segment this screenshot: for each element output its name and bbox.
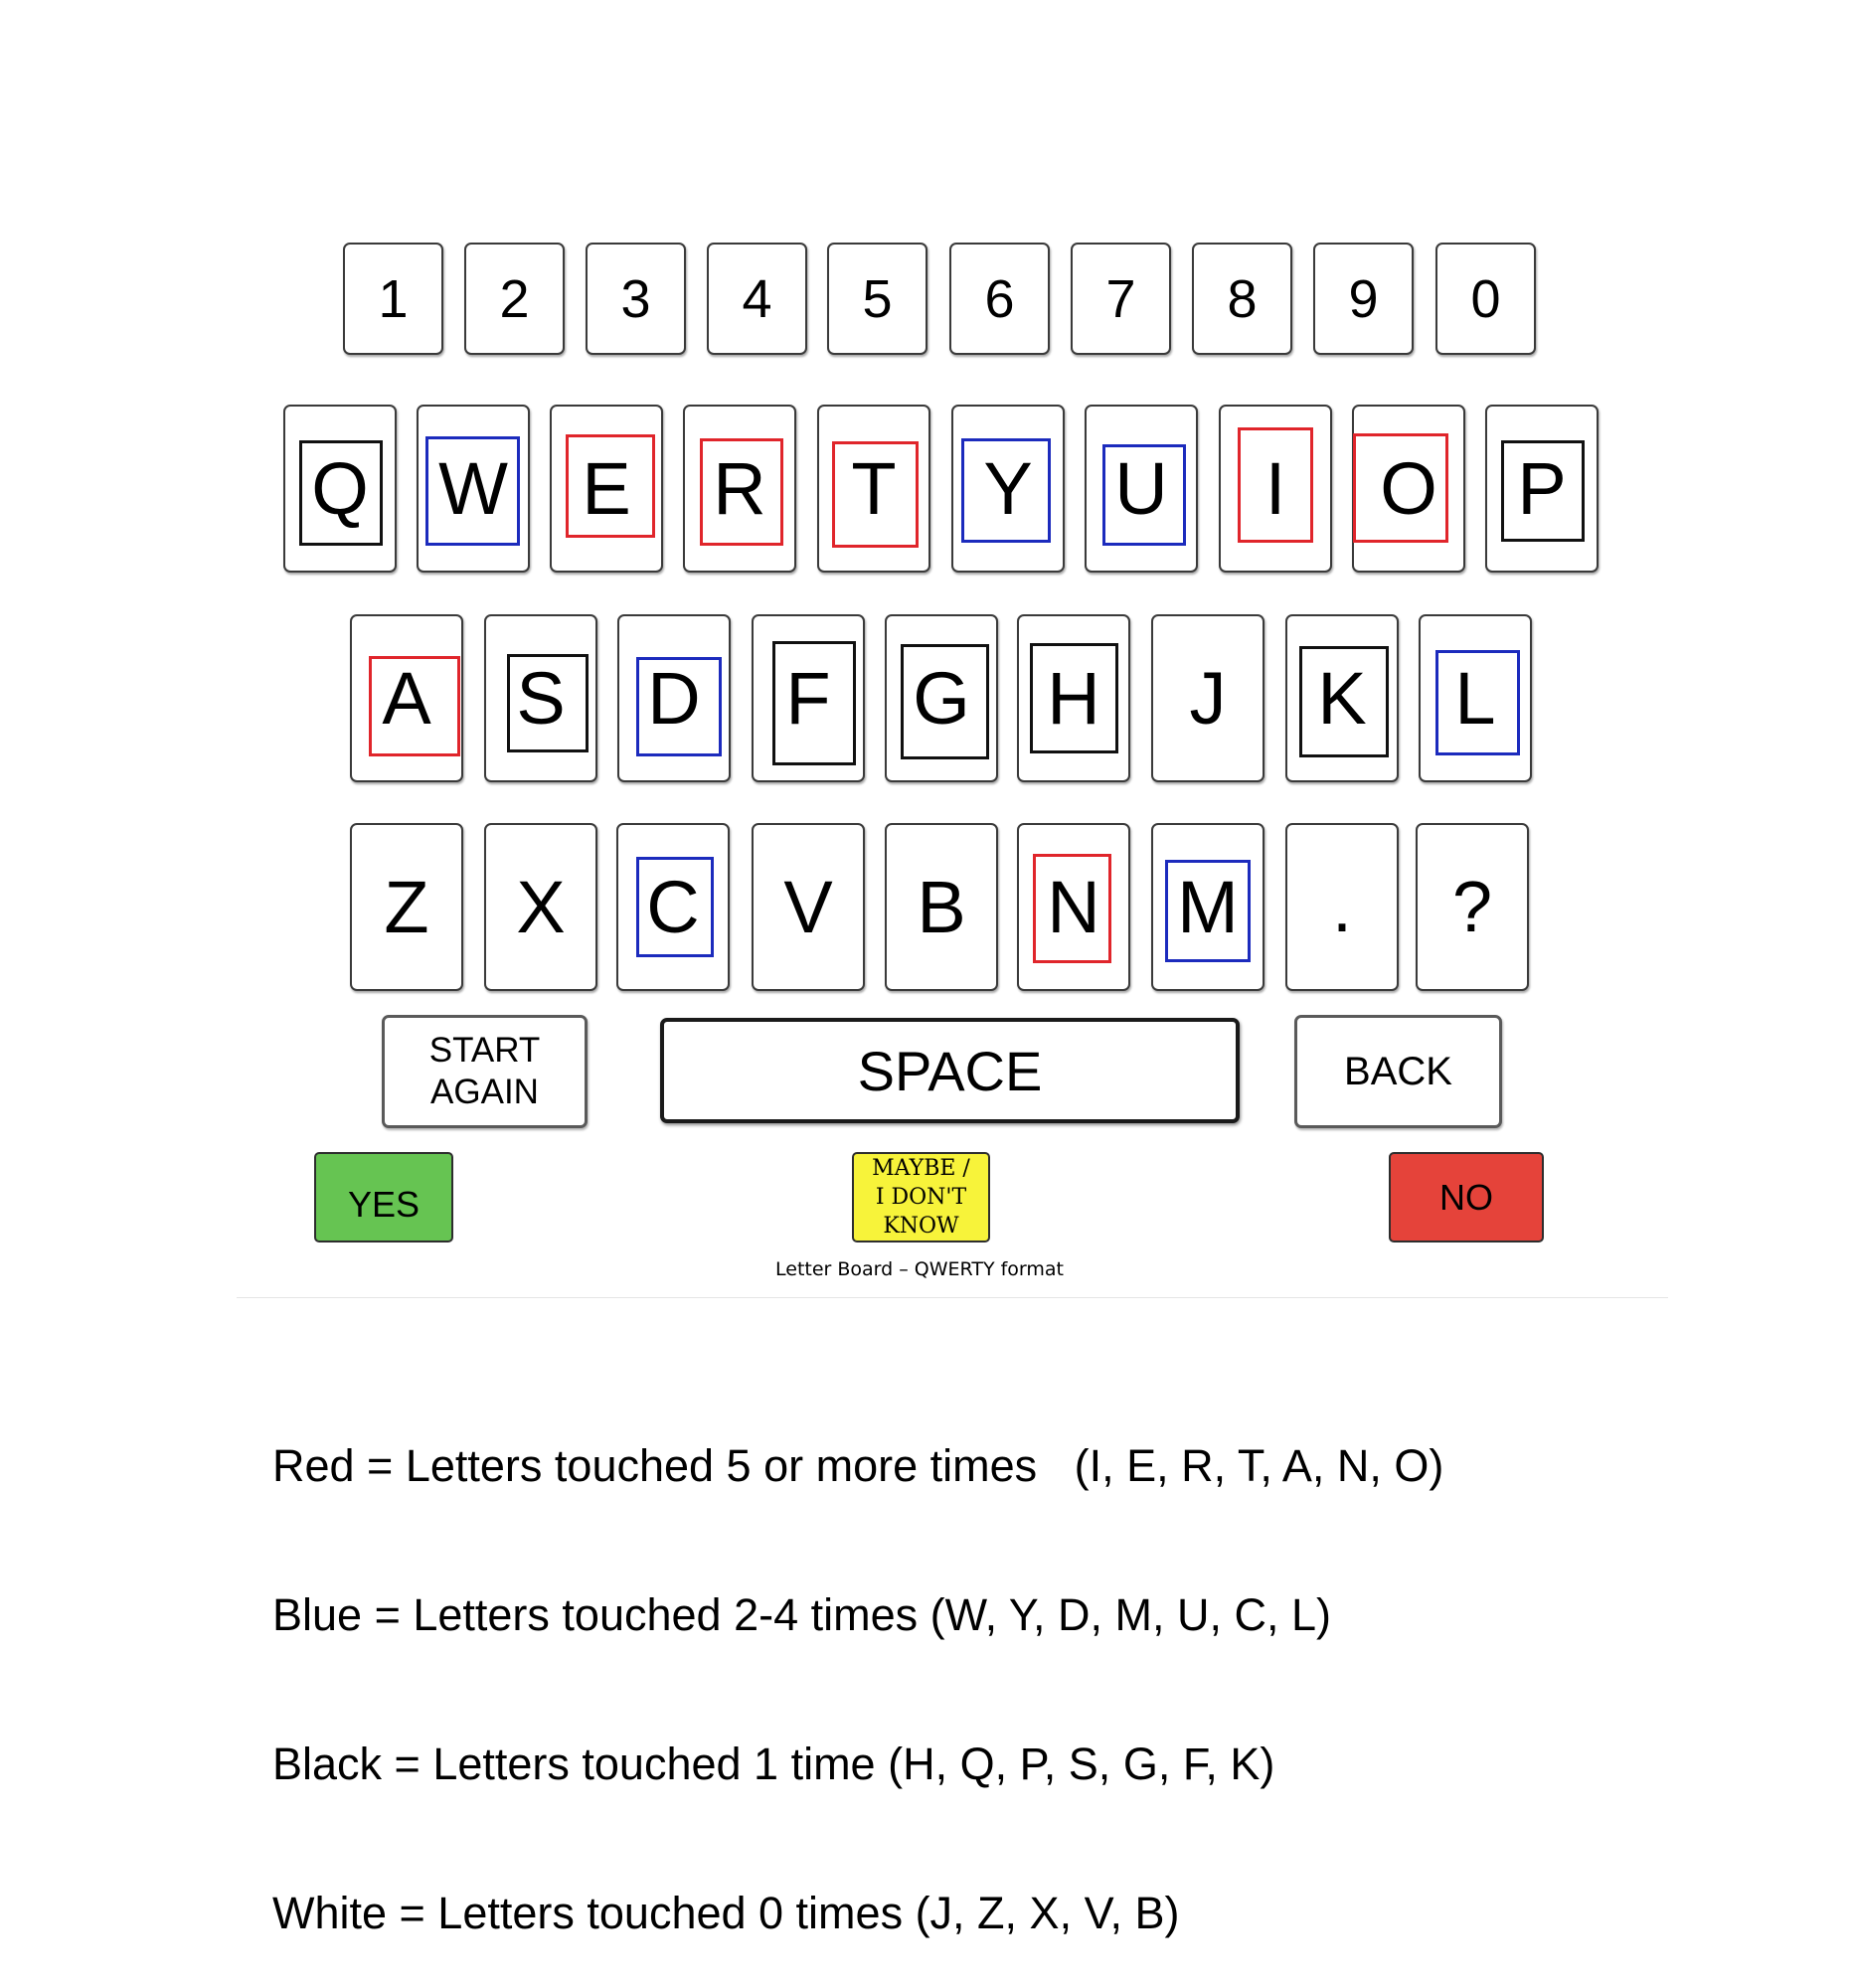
key-y[interactable] — [951, 405, 1065, 573]
key-label: 8 — [1227, 268, 1258, 329]
key-1[interactable] — [343, 243, 443, 355]
key-q[interactable] — [283, 405, 397, 573]
key-label: A — [382, 656, 431, 740]
no-label: NO — [1439, 1176, 1493, 1218]
yes-button[interactable] — [314, 1152, 453, 1242]
key-3[interactable] — [586, 243, 686, 355]
maybe-button[interactable] — [852, 1152, 990, 1242]
key-label: 1 — [378, 268, 409, 329]
key-d[interactable] — [617, 614, 731, 782]
key-label: V — [783, 865, 833, 948]
key-u[interactable] — [1085, 405, 1198, 573]
key-label: U — [1114, 446, 1168, 530]
key-label: D — [647, 656, 701, 740]
space-label: SPACE — [857, 1039, 1043, 1102]
no-button[interactable] — [1389, 1152, 1544, 1242]
legend-black: Black = Letters touched 1 time (H, Q, P, S, G, F, K) — [272, 1739, 1275, 1789]
key-label: P — [1517, 446, 1567, 530]
key-label: G — [913, 656, 970, 740]
legend-red: Red = Letters touched 5 or more times (I, E, R, T, A, N, O) — [272, 1440, 1444, 1491]
key-l[interactable] — [1419, 614, 1532, 782]
maybe-label-line3: KNOW — [883, 1214, 959, 1239]
key-c[interactable] — [616, 823, 730, 991]
key-label: 2 — [499, 268, 530, 329]
space-button[interactable] — [660, 1018, 1240, 1123]
key-label: X — [516, 865, 566, 948]
key-i[interactable] — [1219, 405, 1332, 573]
key-label: 0 — [1470, 268, 1501, 329]
key-7[interactable] — [1071, 243, 1171, 355]
key-label: T — [851, 446, 897, 530]
key-s[interactable] — [484, 614, 597, 782]
key-label: W — [438, 446, 508, 530]
legend — [272, 1342, 1443, 1988]
key-label: E — [582, 446, 631, 530]
maybe-label-line1: MAYBE / — [872, 1156, 970, 1181]
key-label: B — [917, 865, 966, 948]
key-v[interactable] — [752, 823, 865, 991]
divider — [237, 1297, 1668, 1298]
key-w[interactable] — [417, 405, 530, 573]
key-label: H — [1047, 656, 1100, 740]
start-again-button[interactable] — [382, 1015, 588, 1128]
key-0[interactable] — [1435, 243, 1536, 355]
key-label: Y — [983, 446, 1033, 530]
key-label: I — [1264, 446, 1286, 530]
board-caption: Letter Board – QWERTY format — [775, 1258, 1065, 1280]
key-8[interactable] — [1192, 243, 1292, 355]
key-label: 3 — [620, 268, 651, 329]
key-label: 4 — [742, 268, 772, 329]
key-question-mark[interactable] — [1416, 823, 1529, 991]
key-e[interactable] — [550, 405, 663, 573]
yes-label: YES — [347, 1183, 421, 1225]
key-x[interactable] — [484, 823, 597, 991]
key-label: K — [1317, 656, 1367, 740]
key-label: . — [1331, 867, 1352, 947]
key-n[interactable] — [1017, 823, 1130, 991]
legend-white: White = Letters touched 0 times (J, Z, X, V, B) — [272, 1888, 1180, 1938]
key-label: N — [1047, 865, 1100, 948]
key-label: S — [516, 656, 566, 740]
key-label: Z — [384, 865, 429, 948]
key-label: O — [1380, 446, 1437, 530]
key-k[interactable] — [1285, 614, 1399, 782]
key-label: 7 — [1105, 268, 1136, 329]
key-f[interactable] — [752, 614, 865, 782]
key-9[interactable] — [1313, 243, 1414, 355]
key-label: F — [785, 656, 831, 740]
key-label: 6 — [984, 268, 1015, 329]
key-t[interactable] — [817, 405, 930, 573]
key-6[interactable] — [949, 243, 1050, 355]
key-5[interactable] — [827, 243, 927, 355]
key-label: 9 — [1348, 268, 1379, 329]
key-4[interactable] — [707, 243, 807, 355]
key-label: C — [646, 865, 700, 948]
key-g[interactable] — [885, 614, 998, 782]
key-label: L — [1454, 656, 1496, 740]
start-again-label-line2: AGAIN — [430, 1073, 539, 1111]
key-z[interactable] — [350, 823, 463, 991]
legend-blue: Blue = Letters touched 2-4 times (W, Y, D, M, U, C, L) — [272, 1589, 1332, 1640]
key-label: ? — [1451, 867, 1493, 947]
key-m[interactable] — [1151, 823, 1264, 991]
key-label: Q — [311, 446, 369, 530]
key-label: M — [1177, 865, 1239, 948]
key-p[interactable] — [1485, 405, 1599, 573]
key-2[interactable] — [464, 243, 565, 355]
key-o[interactable] — [1352, 405, 1465, 573]
key-label: J — [1189, 656, 1227, 740]
key-j[interactable] — [1151, 614, 1264, 782]
key-r[interactable] — [683, 405, 796, 573]
key-h[interactable] — [1017, 614, 1130, 782]
key-label: R — [713, 446, 766, 530]
key-period[interactable] — [1285, 823, 1399, 991]
start-again-label-line1: START — [428, 1031, 541, 1070]
key-label: 5 — [862, 268, 893, 329]
maybe-label-line2: I DON'T — [875, 1185, 967, 1210]
back-label: BACK — [1344, 1049, 1452, 1093]
key-b[interactable] — [885, 823, 998, 991]
back-button[interactable] — [1294, 1015, 1502, 1128]
key-a[interactable] — [350, 614, 463, 782]
